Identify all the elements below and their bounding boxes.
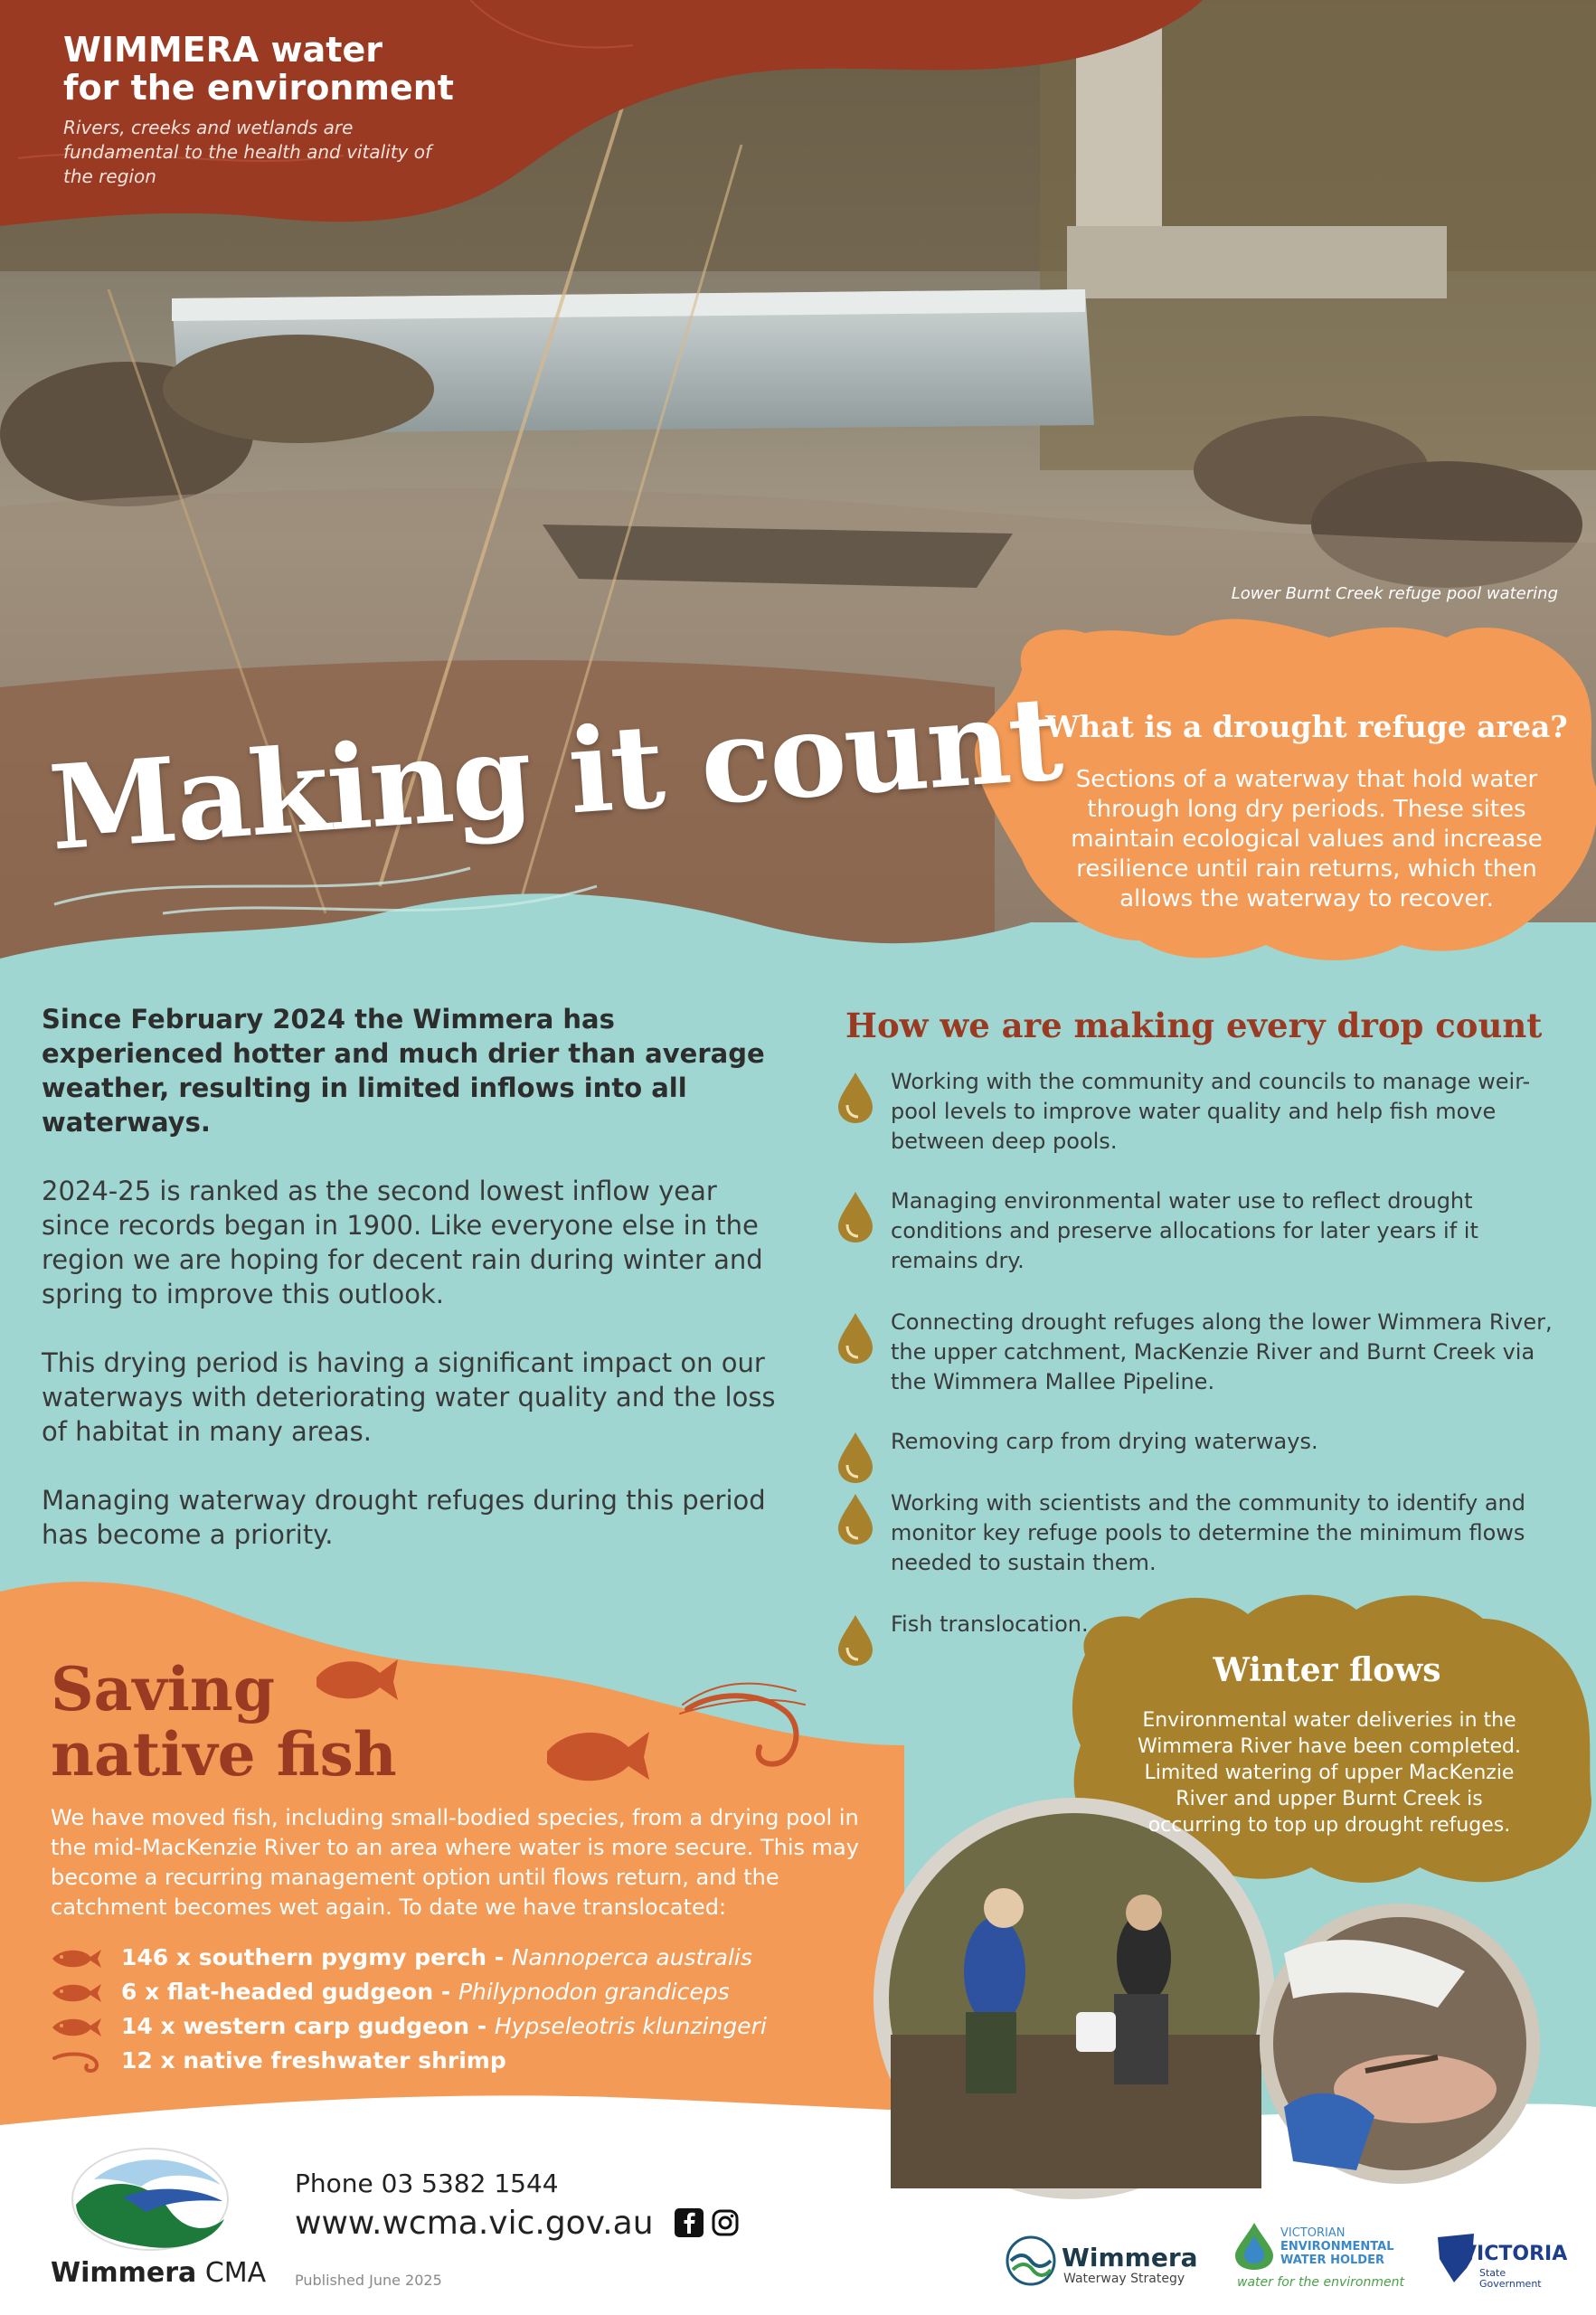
wimmera-cma-logo (69, 2145, 231, 2252)
water-drop-icon (836, 1431, 874, 1485)
water-drop-icon (836, 1311, 874, 1365)
species-separator: - (433, 1979, 458, 2005)
headline: Making it count (45, 670, 1065, 877)
partner2-line1: VICTORIAN (1280, 2226, 1346, 2240)
partner2-line2: ENVIRONMENTAL (1280, 2240, 1394, 2254)
species-scientific-name: Hypseleotris klunzingeri (494, 2013, 767, 2039)
list-item-text: Working with the community and councils to manage weir-pool levels to improve water quality and help fish move between deep pools. (891, 1069, 1531, 1154)
published-date: Published June 2025 (295, 2272, 442, 2289)
victoria-government-logo (1436, 2232, 1568, 2295)
water-drop-icon (836, 1071, 874, 1125)
header-title-line1: WIMMERA water (63, 30, 382, 70)
saving-title-line1: Saving (51, 1654, 275, 1724)
partner1-name: Wimmera (1062, 2243, 1198, 2272)
wimmera-waterway-strategy-logo (1006, 2232, 1198, 2295)
species-row (51, 2009, 901, 2044)
footer-website-link[interactable]: www.wcma.vic.gov.au (295, 2205, 654, 2242)
saving-body: We have moved fish, including small-bodied species, from a drying pool in the mid-MacKenzie River to an area where water is more secure. This may become a recurring management option until flows return, and the catchment becomes wet again. To date we have translocated: (51, 1805, 859, 1920)
saving-title (51, 1654, 397, 1790)
fish-icon (51, 2017, 103, 2038)
header-subtitle: Rivers, creeks and wetlands are fundamental to the health and vitality of the region (63, 117, 432, 187)
instagram-icon[interactable] (711, 2208, 740, 2237)
species-count: 12 x native freshwater shrimp (121, 2047, 506, 2074)
volunteers-photo (874, 1798, 1275, 2199)
winter-body: Environmental water deliveries in the Wimmera River have been completed. Limited watering of upper MacKenzie River and upper Burnt Creek is occurring to top up drought refuges. (1138, 1709, 1521, 1837)
refuge-body: Sections of a waterway that hold water through long dry periods. These sites maintain ecological values and increase resilience until rain returns, which then allows the waterway to recover. (1071, 766, 1543, 912)
partner3-sub1: State (1479, 2267, 1506, 2279)
wimmera-cma-name (51, 2257, 266, 2289)
list-item-text: Managing environmental water use to reflect drought conditions and preserve allocations for later years if it remains dry. (891, 1188, 1478, 1273)
species-row (51, 1941, 901, 1975)
cma-name-rest: CMA (196, 2257, 267, 2289)
water-drop-icon (836, 1492, 874, 1546)
list-item-text: Working with scientists and the community to identify and monitor key refuge pools to determine the minimum flows needed to sustain them. (891, 1490, 1525, 1575)
fish-icon (51, 1948, 103, 1970)
footer-phone: Phone 03 5382 1544 (295, 2169, 559, 2198)
species-count: 146 x southern pygmy perch (121, 1944, 487, 1970)
shrimp-icon (51, 2051, 103, 2073)
species-scientific-name: Nannoperca australis (511, 1944, 752, 1970)
list-item-text: Removing carp from drying waterways. (891, 1429, 1318, 1454)
intro-lead: Since February 2024 the Wimmera has experienced hotter and much drier than average weather, resulting in limited inflows into all waterways. (42, 1004, 765, 1138)
fish-in-hand-photo (1260, 1904, 1540, 2184)
species-count: 14 x western carp gudgeon (121, 2013, 470, 2039)
species-list (51, 1941, 901, 2078)
header-title-line2: for the environment (63, 68, 454, 108)
photo-caption: Lower Burnt Creek refuge pool watering (1231, 584, 1558, 603)
partner3-name: VICTORIA (1461, 2243, 1568, 2265)
water-drop-icon (836, 1190, 874, 1244)
partner1-subtitle: Waterway Strategy (1063, 2272, 1185, 2286)
species-separator: - (469, 2013, 495, 2039)
cma-name-bold: Wimmera (51, 2257, 197, 2289)
species-scientific-name: Philypnodon grandiceps (458, 1979, 730, 2005)
refuge-title: What is a drought refuge area? (1045, 709, 1568, 744)
water-drop-icon (836, 1613, 874, 1668)
saving-title-line2: native fish (51, 1719, 397, 1790)
vewh-logo (1233, 2221, 1414, 2302)
winter-title: Winter flows (1213, 1651, 1441, 1689)
species-row (51, 1975, 901, 2009)
how-title: How we are making every drop count (845, 1006, 1543, 1045)
intro-paragraph: This drying period is having a significant impact on our waterways with deteriorating water quality and the loss of habitat in many areas. (42, 1347, 776, 1447)
partner2-line3: WATER HOLDER (1280, 2254, 1384, 2267)
waves-icon (1006, 2232, 1056, 2290)
header-title (63, 31, 454, 107)
partner3-sub2: Government (1479, 2278, 1542, 2290)
list-item-text: Connecting drought refuges along the lower Wimmera River, the upper catchment, MacKenzie River and Burnt Creek via the Wimmera Mallee Pipeline. (891, 1309, 1553, 1394)
list-item-text: Fish translocation. (891, 1611, 1089, 1637)
water-drop-logo-icon (1233, 2221, 1275, 2272)
intro-paragraph: 2024-25 is ranked as the second lowest inflow year since records began in 1900. Like everyone else in the region we are hoping for decent rain during winter and spring to improve this outlook. (42, 1176, 763, 1309)
fish-icon (51, 1982, 103, 2004)
facebook-icon[interactable] (675, 2208, 704, 2237)
species-separator: - (486, 1944, 512, 1970)
partner2-tagline: water for the environment (1237, 2275, 1404, 2290)
species-count: 6 x flat-headed gudgeon (121, 1979, 434, 2005)
intro-paragraph: Managing waterway drought refuges during this period has become a priority. (42, 1485, 766, 1550)
species-row (51, 2044, 901, 2078)
